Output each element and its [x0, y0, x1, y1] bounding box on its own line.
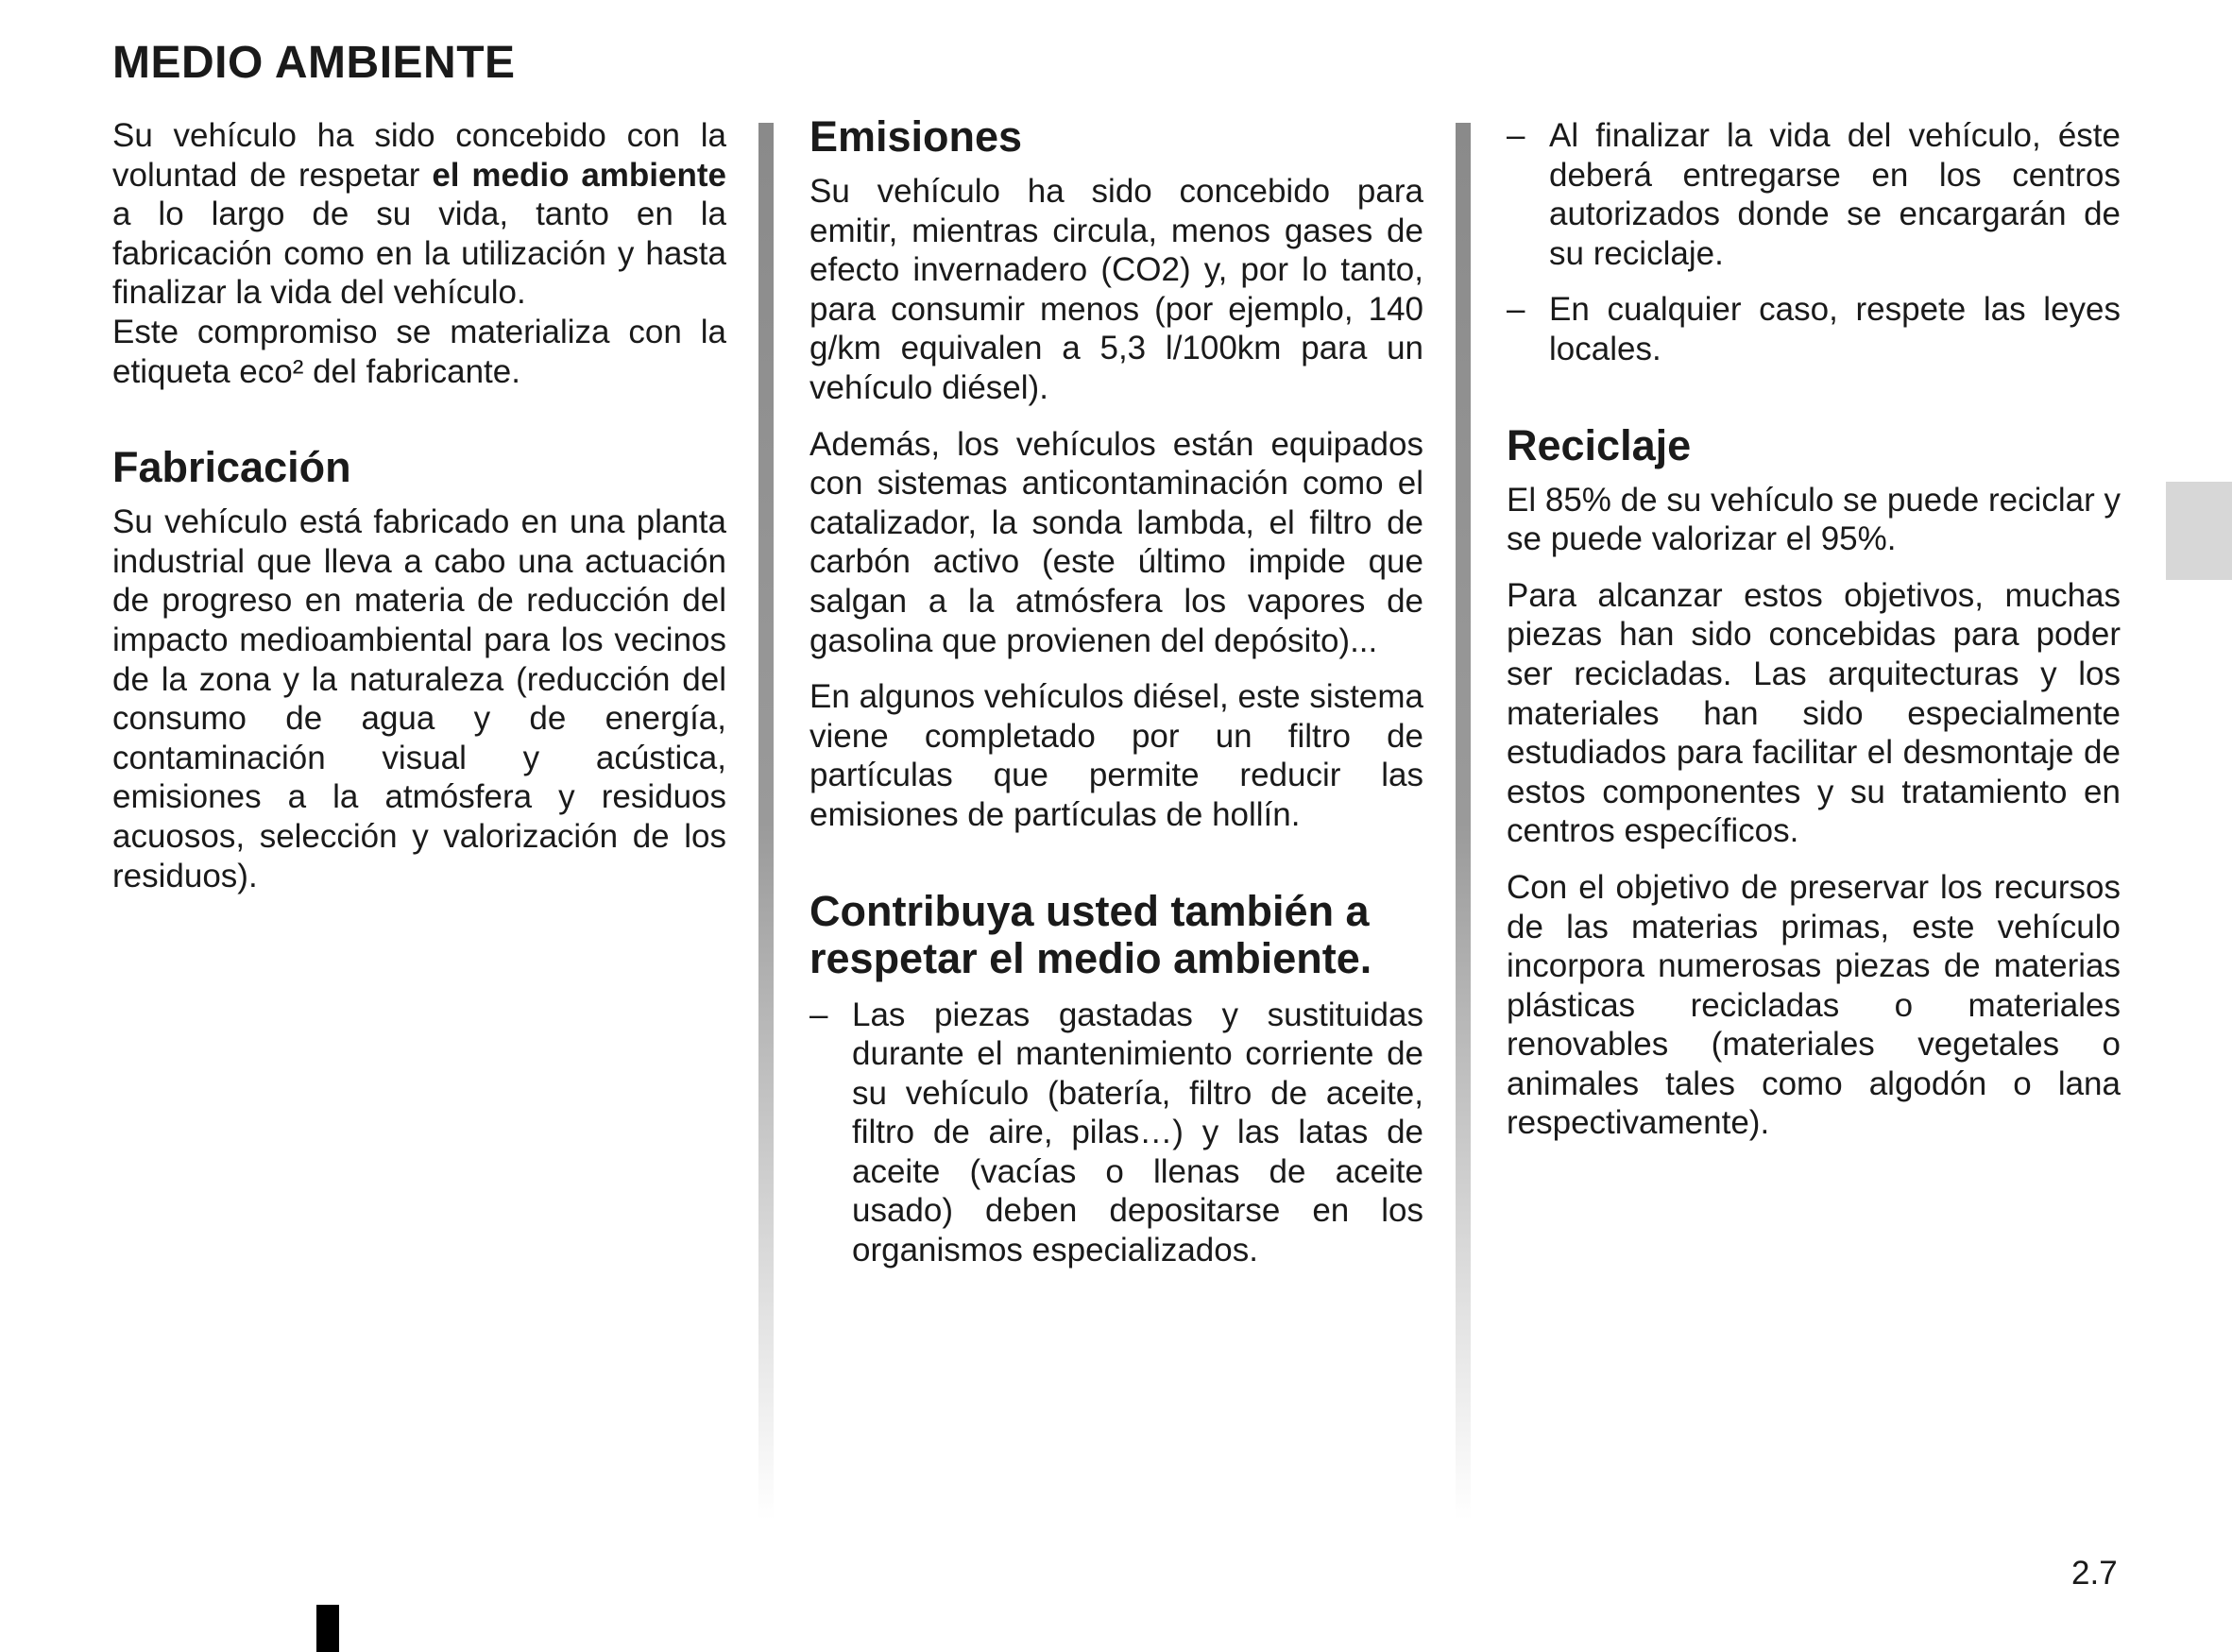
page-title: MEDIO AMBIENTE — [112, 38, 516, 88]
dash-bullet: – — [809, 996, 828, 1033]
heading-contribuya: Contribuya usted también a respetar el medio ambiente. — [809, 886, 1372, 982]
emisiones-paragraph: Además, los vehículos están equipados con sistemas anticontaminación como el catalizador, la sonda lambda, el filtro de carbón activo (este último impide que salgan a la atmósfera los vapores de gasolina que provienen del depósito)... — [809, 425, 1423, 659]
dash-bullet: – — [1507, 291, 1525, 329]
list-item-text: Al finalizar la vida del vehículo, éste deberá entregarse en los centros autorizados donde se encargarán de su reciclaje. — [1549, 117, 2121, 272]
column-left — [112, 116, 726, 895]
heading-emisiones: Emisiones — [809, 112, 1023, 161]
fabricacion-text: Su vehículo está fabricado en una planta industrial que lleva a cabo una actuación de progreso en materia de reducción del impacto medioambiental para los vecinos de la zona y la naturaleza (reducción del consumo de agua y de energía, contaminación visual y acústica, emisiones a la atmósfera y residuos acuosos, selección y valorización de los residuos). — [112, 503, 726, 894]
list-item — [1507, 290, 2121, 368]
section-tab-marker — [2166, 482, 2232, 580]
page-number: 2.7 — [2071, 1555, 2118, 1592]
reciclaje-paragraph: El 85% de su vehículo se puede reciclar y se puede valorizar el 95%. — [1507, 481, 2121, 558]
intro-paragraph — [112, 116, 726, 313]
intro-bold-text: el medio ambiente — [432, 156, 726, 194]
column-divider-left — [758, 123, 774, 1521]
heading-fabricacion: Fabricación — [112, 443, 351, 492]
dash-bullet: – — [1507, 117, 1525, 154]
emisiones-paragraph: En algunos vehículos diésel, este sistema viene completado por un filtro de partículas que permite reducir las emisiones de partículas de hollín. — [809, 678, 1423, 833]
print-crop-mark — [316, 1605, 339, 1652]
heading-reciclaje: Reciclaje — [1507, 420, 1692, 469]
column-middle — [809, 113, 1423, 1270]
column-right — [1507, 116, 2121, 1143]
intro-text-start: Su vehículo ha sido concebido con la voluntad de respetar — [112, 117, 726, 194]
emisiones-paragraph: Su vehículo ha sido concebido para emitir, mientras circula, menos gases de efecto invernadero (CO2) y, por lo tanto, para consumir menos (por ejemplo, 140 g/km equivalen a 5,3 l/100km para un vehículo diésel). — [809, 173, 1423, 406]
list-item — [1507, 116, 2121, 273]
list-item-text: Las piezas gastadas y sustituidas durante el mantenimiento corriente de su vehículo (batería, filtro de aceite, filtro de aire, pilas…) y las latas de aceite (vacías o llenas de aceite usado) deben depositarse en los organismos especializados. — [852, 996, 1423, 1269]
intro-commitment: Este compromiso se materializa con la etiqueta eco² del fabricante. — [112, 313, 726, 390]
reciclaje-paragraph: Con el objetivo de preservar los recursos de las materias primas, este vehículo incorpora numerosas piezas de materias plásticas recicladas o materiales renovables (materiales vegetales o animales tales como algodón o lana respectivamente). — [1507, 868, 2121, 1142]
list-item-text: En cualquier caso, respete las leyes locales. — [1549, 291, 2121, 367]
column-divider-right — [1456, 123, 1471, 1521]
reciclaje-paragraph: Para alcanzar estos objetivos, muchas piezas han sido concebidas para poder ser recicladas. Las arquitecturas y los materiales han sido especialmente estudiados para facilitar el desmontaje de estos componentes y su tratamiento en centros específicos. — [1507, 576, 2121, 850]
intro-text-end: a lo largo de su vida, tanto en la fabricación como en la utilización y hasta finalizar la vida del vehículo. — [112, 196, 726, 312]
list-item — [809, 996, 1423, 1270]
